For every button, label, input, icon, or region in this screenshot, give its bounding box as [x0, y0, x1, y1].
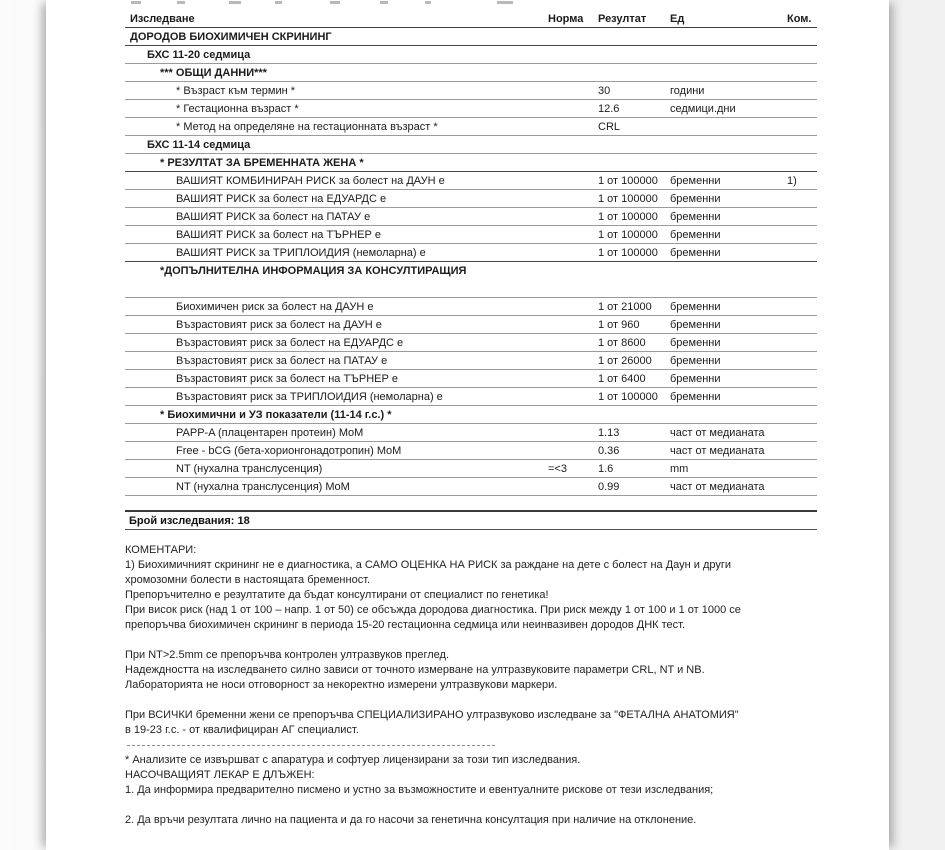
- cell-unit: седмици.дни: [670, 103, 736, 115]
- section-row: [125, 154, 817, 172]
- cell-comment: [782, 208, 817, 225]
- cell-result: [598, 64, 670, 81]
- cell-label: Възрастовият риск за болест на ПАТАУ е: [176, 355, 388, 367]
- cell-unit: [670, 262, 782, 280]
- data-row: [125, 208, 817, 226]
- cell-label: Възрастовият риск за ТРИПЛОИДИЯ (немоларна) е: [176, 391, 443, 403]
- comment-line: НАСОЧВАЩИЯТ ЛЕКАР Е ДЛЪЖЕН:: [125, 769, 315, 781]
- section-row: [125, 64, 817, 82]
- cell-unit: бременни: [670, 229, 721, 241]
- cell-comment: [782, 226, 817, 243]
- cell-norm: [548, 46, 598, 63]
- results-table: [125, 8, 817, 496]
- cell-comment: [782, 334, 817, 351]
- clipped-text-fragments: [125, 0, 817, 5]
- cell-norm: [548, 208, 598, 225]
- cell-norm: [548, 244, 598, 261]
- cell-comment: [782, 316, 817, 333]
- comment-line: препоръчва биохимичен скрининг в периода 15-20 гестационна седмица или неинвазивен дородов ДНК тест.: [125, 619, 686, 631]
- tests-count-summary: Брой изследвания: 18: [125, 510, 817, 530]
- cell-label: ВАШИЯТ РИСК за болест на ЕДУАРДС е: [176, 193, 387, 205]
- data-row: [125, 352, 817, 370]
- section-row: [125, 136, 817, 154]
- cell-norm: [548, 154, 598, 171]
- cell-label: * Възраст към термин *: [176, 85, 295, 97]
- cell-norm: [548, 298, 598, 315]
- cell-result: [598, 406, 670, 423]
- cell-norm: [548, 64, 598, 81]
- cell-norm: [548, 388, 598, 405]
- cell-result: 0.36: [598, 445, 620, 457]
- cell-norm: [548, 406, 598, 423]
- cell-label: ВАШИЯТ РИСК за болест на ТЪРНЕР е: [176, 229, 381, 241]
- cell-unit: [670, 280, 782, 297]
- data-row: [125, 370, 817, 388]
- cell-comment: [782, 28, 817, 45]
- cell-result: 1 от 6400: [598, 373, 646, 385]
- cell-result: CRL: [598, 121, 621, 133]
- cell-unit: бременни: [670, 337, 721, 349]
- cell-comment: [782, 190, 817, 207]
- cell-label: * Биохимични и УЗ показатели (11-14 г.с.) *: [160, 409, 392, 421]
- data-row: [125, 424, 817, 442]
- cell-label: БХС 11-14 седмица: [147, 139, 251, 151]
- cell-comment: [782, 478, 817, 495]
- cell-norm: [548, 190, 598, 207]
- cell-label: PAPP-A (плацентарен протеин) MoM: [176, 427, 364, 439]
- data-row: [125, 460, 817, 478]
- data-row: [125, 82, 817, 100]
- data-row: [125, 442, 817, 460]
- comment-line: При NT>2.5mm се препоръчва контролен ултразвуков преглед.: [125, 649, 450, 661]
- data-row: [125, 226, 817, 244]
- data-row: [125, 478, 817, 496]
- cell-unit: част от медианата: [670, 445, 765, 457]
- section-row: [125, 406, 817, 424]
- cell-label: ВАШИЯТ КОМБИНИРАН РИСК за болест на ДАУН е: [176, 175, 445, 187]
- section-row: [125, 262, 817, 280]
- cell-comment: [782, 64, 817, 81]
- cell-unit: бременни: [670, 247, 721, 259]
- cell-unit: бременни: [670, 373, 721, 385]
- cell-result: 1 от 100000: [598, 247, 658, 259]
- data-row: [125, 244, 817, 262]
- cell-label: ДОРОДОВ БИОХИМИЧЕН СКРИНИНГ: [130, 31, 332, 43]
- cell-norm: [548, 334, 598, 351]
- cell-label: БХС 11-20 седмица: [147, 49, 251, 61]
- cell-unit: бременни: [670, 211, 721, 223]
- cell-result: 1 от 100000: [598, 193, 658, 205]
- cell-unit: бременни: [670, 391, 721, 403]
- cell-comment: [782, 370, 817, 387]
- cell-comment: [782, 154, 817, 171]
- cell-result: [598, 28, 670, 45]
- cell-comment: [782, 136, 817, 153]
- cell-unit: [670, 136, 782, 153]
- section-row: [125, 46, 817, 64]
- cell-label: NT (нухална транслусенция): [176, 463, 323, 475]
- cell-result: 12.6: [598, 103, 620, 115]
- cell-label: * РЕЗУЛТАТ ЗА БРЕМЕННАТА ЖЕНА *: [160, 157, 364, 169]
- blank-line: [125, 798, 863, 813]
- cell-comment: [782, 460, 817, 477]
- cell-unit: [670, 28, 782, 45]
- comment-line: При ВСИЧКИ бременни жени се препоръчва СПЕЦИАЛИЗИРАНО ултразвуково изследване за "ФЕТАЛНА АНАТОМИЯ": [125, 709, 739, 721]
- cell-label: [125, 280, 548, 297]
- cell-result: [598, 154, 670, 171]
- data-row: [125, 100, 817, 118]
- column-header-name: Изследване: [130, 13, 195, 25]
- cell-label: ВАШИЯТ РИСК за ТРИПЛОИДИЯ (немоларна) е: [176, 247, 426, 259]
- table-header-row: [125, 8, 817, 28]
- cell-label: *ДОПЪЛНИТЕЛНА ИНФОРМАЦИЯ ЗА КОНСУЛТИРАЩИЯ: [160, 265, 467, 277]
- cell-comment: [782, 46, 817, 63]
- cell-result: 1 от 100000: [598, 211, 658, 223]
- column-header-result: Резултат: [598, 13, 647, 25]
- cell-norm: [548, 100, 598, 117]
- data-row: [125, 118, 817, 136]
- cell-label: Възрастовият риск за болест на ЕДУАРДС е: [176, 337, 404, 349]
- data-row: [125, 172, 817, 190]
- cell-label: Възрастовият риск за болест на ТЪРНЕР е: [176, 373, 399, 385]
- cell-norm: =<3: [548, 463, 567, 475]
- cell-unit: част от медианата: [670, 427, 765, 439]
- cell-unit: [670, 154, 782, 171]
- cell-unit: бременни: [670, 175, 721, 187]
- cell-result: 1.13: [598, 427, 620, 439]
- cell-unit: години: [670, 85, 705, 97]
- cell-comment: [782, 280, 817, 297]
- comment-line: Лабораторията не носи отговорност за некоректно измерени ултразвукови маркери.: [125, 679, 558, 691]
- cell-unit: [670, 118, 782, 135]
- cell-label: Free - bCG (бета-хорионгонадотропин) MoM: [176, 445, 402, 457]
- cell-label: Биохимичен риск за болест на ДАУН е: [176, 301, 374, 313]
- cell-comment: [782, 118, 817, 135]
- cell-result: 1 от 100000: [598, 391, 658, 403]
- cell-result: 1 от 100000: [598, 229, 658, 241]
- cell-unit: бременни: [670, 355, 721, 367]
- cell-norm: [548, 280, 598, 297]
- cell-comment: [782, 100, 817, 117]
- cell-result: 1 от 100000: [598, 175, 658, 187]
- comment-line: * Анализите се извършват с апаратура и софтуер лицензирани за този тип изследвания.: [125, 754, 581, 766]
- cell-norm: [548, 262, 598, 280]
- cell-comment: [782, 82, 817, 99]
- data-row: [125, 298, 817, 316]
- cell-comment: [782, 388, 817, 405]
- cell-unit: част от медианата: [670, 481, 765, 493]
- data-row: [125, 334, 817, 352]
- cell-comment: [782, 424, 817, 441]
- data-row: [125, 388, 817, 406]
- cell-unit: [670, 64, 782, 81]
- cell-unit: [670, 46, 782, 63]
- cell-unit: бременни: [670, 301, 721, 313]
- cell-result: [598, 46, 670, 63]
- comment-line: 1. Да информира предварително писмено и устно за възможностите и евентуалните рискове от тези изследвания;: [125, 784, 714, 796]
- cell-norm: [548, 118, 598, 135]
- cell-unit: mm: [670, 463, 689, 475]
- cell-label: ВАШИЯТ РИСК за болест на ПАТАУ е: [176, 211, 371, 223]
- cell-norm: [548, 478, 598, 495]
- comments-block: [125, 543, 863, 828]
- cell-result: 1 от 960: [598, 319, 640, 331]
- comment-line: При висок риск (над 1 от 100 – напр. 1 от 50) се обсъжда дородова диагностика. При риск между 1 от 100 и 1 от 1000 се: [125, 604, 741, 616]
- cell-comment: [782, 442, 817, 459]
- cell-label: *** ОБЩИ ДАННИ***: [160, 67, 267, 79]
- cell-norm: [548, 82, 598, 99]
- comment-line: в 19-23 г.с. - от квалифициран АГ специалист.: [125, 724, 359, 736]
- cell-norm: [548, 172, 598, 189]
- data-row: [125, 316, 817, 334]
- cell-label: * Гестационна възраст *: [176, 103, 299, 115]
- cell-label: * Метод на определяне на гестационната възраст *: [176, 121, 438, 133]
- comment-line: КОМЕНТАРИ:: [125, 544, 197, 556]
- cell-comment: [782, 406, 817, 423]
- cell-result: [598, 262, 670, 280]
- comment-line: 2. Да връчи резултата лично на пациента и да го насочи за генетична консултация при наличие на отклонение.: [125, 814, 697, 826]
- cell-unit: [670, 406, 782, 423]
- cell-norm: [548, 226, 598, 243]
- cell-result: 30: [598, 85, 611, 97]
- data-row: [125, 190, 817, 208]
- cell-norm: [548, 370, 598, 387]
- comment-line: 1) Биохимичният скрининг не е диагностика, а САМО ОЦЕНКА НА РИСК за раждане на дете с болест на Даун и други: [125, 559, 732, 571]
- cell-norm: [548, 316, 598, 333]
- cell-comment: 1): [787, 175, 797, 187]
- cell-result: 1 от 8600: [598, 337, 646, 349]
- cell-unit: бременни: [670, 319, 721, 331]
- cell-comment: [782, 262, 817, 280]
- blank-line: [125, 633, 863, 648]
- cell-label: Възрастовият риск за болест на ДАУН е: [176, 319, 382, 331]
- column-header-comment: Ком.: [787, 13, 812, 25]
- cell-comment: [782, 352, 817, 369]
- cell-result: [598, 136, 670, 153]
- cell-norm: [548, 442, 598, 459]
- report-content: [125, 0, 870, 828]
- cell-result: 1 от 21000: [598, 301, 652, 313]
- cell-result: [598, 280, 670, 297]
- column-header-norm: Норма: [548, 13, 584, 25]
- cell-result: 0.99: [598, 481, 620, 493]
- blank-line: [125, 693, 863, 708]
- report-page: [46, 0, 889, 850]
- section-row: [125, 28, 817, 46]
- cell-norm: [548, 136, 598, 153]
- spacer-row: [125, 280, 817, 298]
- comment-line: хромозомни болести в настоящата бременност.: [125, 574, 371, 586]
- cell-norm: [548, 424, 598, 441]
- column-header-unit: Ед: [670, 13, 685, 25]
- cell-label: NT (нухална транслусенция) MoM: [176, 481, 350, 493]
- dashed-divider: [125, 738, 863, 753]
- cell-unit: бременни: [670, 193, 721, 205]
- cell-result: 1.6: [598, 463, 614, 475]
- cell-norm: [548, 352, 598, 369]
- comment-line: Надеждността на изследването силно зависи от точното измерване на ултразвуковите параметри CRL, NT и NB.: [125, 664, 705, 676]
- cell-norm: [548, 28, 598, 45]
- cell-comment: [782, 298, 817, 315]
- comment-line: Препоръчително е резултатите да бъдат консултирани от специалист по генетика!: [125, 589, 549, 601]
- cell-result: 1 от 26000: [598, 355, 652, 367]
- cell-comment: [782, 244, 817, 261]
